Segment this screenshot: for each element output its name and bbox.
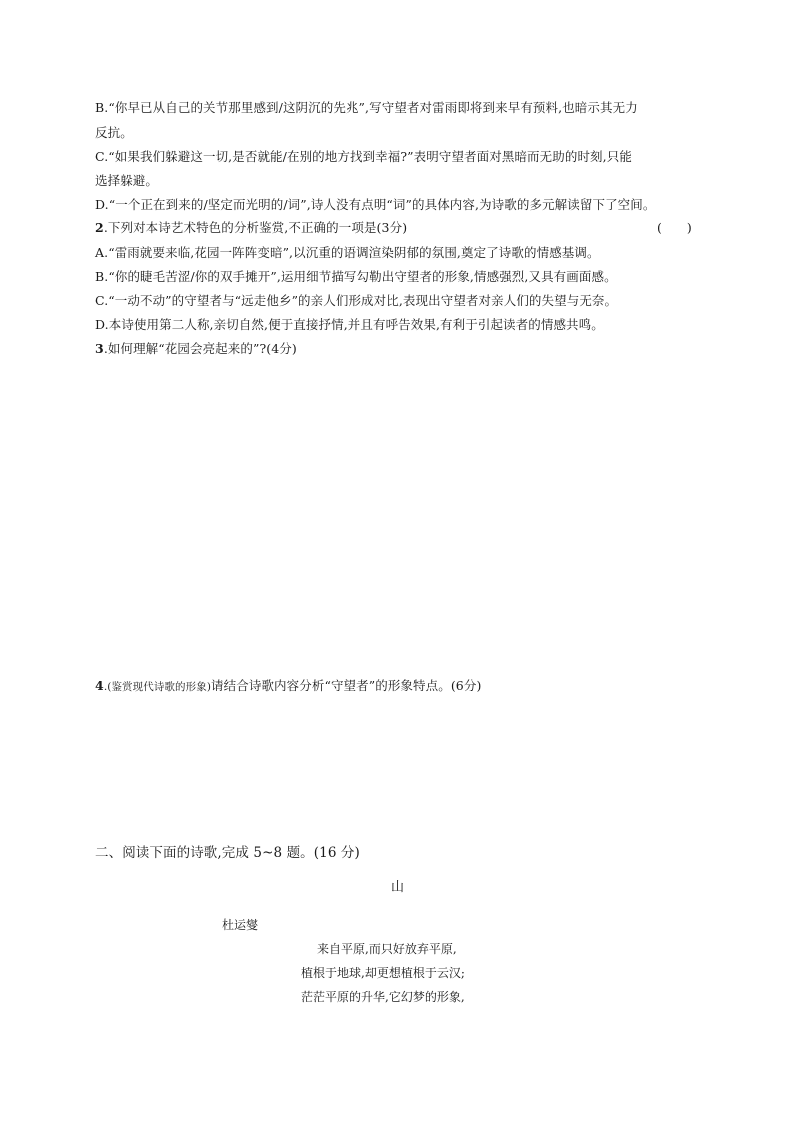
q2-number: 2 [95, 220, 104, 235]
q1-option-b-line2: 反抗。 [95, 125, 133, 140]
q4-number: 4 [95, 678, 104, 693]
poem-line-3: 茫茫平原的升华,它幻梦的形象, [301, 990, 465, 1004]
q2-option-d: D.本诗使用第二人称,亲切自然,便于直接抒情,并且有呼告效果,有利于引起读者的情感共鸣。 [95, 317, 604, 332]
q2-stem-text: .下列对本诗艺术特色的分析鉴赏,不正确的一项是(3分) [103, 220, 408, 235]
poem-author: 杜运燮 [222, 918, 259, 932]
q1-option-c-line1: C.“如果我们躲避这一切,是否就能/在别的地方找到幸福?”表明守望者面对黑暗而无助的时刻,只能 [95, 149, 632, 164]
q2-option-b: B.“你的睫毛苦涩/你的双手摊开”,运用细节描写勾勒出守望者的形象,情感强烈,又具有画面感。 [95, 269, 617, 284]
poem-title: 山 [391, 880, 405, 895]
q4-stem-text: 请结合诗歌内容分析“守望者”的形象特点。(6分) [211, 678, 482, 693]
q2-option-a: A.“雷雨就要来临,花园一阵阵变暗”,以沉重的语调渲染阴郁的氛围,奠定了诗歌的情感基调。 [95, 245, 600, 260]
q1-option-b-line1: B.“你早已从自己的关节那里感到/这阴沉的先兆”,写守望者对雷雨即将到来早有预料,也暗示其无力 [95, 100, 638, 115]
q2-option-c: C.“一动不动”的守望者与“远走他乡”的亲人们形成对比,表现出守望者对亲人们的失望与无奈。 [95, 293, 618, 308]
poem-line-2: 植根于地球,却更想植根于云汉; [301, 966, 465, 980]
q4-stem [95, 677, 481, 696]
q3-stem [95, 340, 297, 358]
q4-tag: .(鉴赏现代诗歌的形象) [103, 681, 212, 693]
q2-answer-paren: ( ) [657, 220, 692, 235]
section2-heading: 二、阅读下面的诗歌,完成 5~8 题。(16 分) [95, 845, 360, 861]
poem-line-1: 来自平原,而只好放弃平原, [317, 942, 457, 956]
q1-option-c-line2: 选择躲避。 [95, 173, 159, 188]
q2-stem [95, 219, 407, 237]
q3-number: 3 [95, 341, 104, 356]
q1-option-d: D.“一个正在到来的/坚定而光明的/词”,诗人没有点明“词”的具体内容,为诗歌的多元解读留下了空间。 [95, 197, 656, 212]
q3-stem-text: .如何理解“花园会亮起来的”?(4分) [103, 341, 297, 356]
